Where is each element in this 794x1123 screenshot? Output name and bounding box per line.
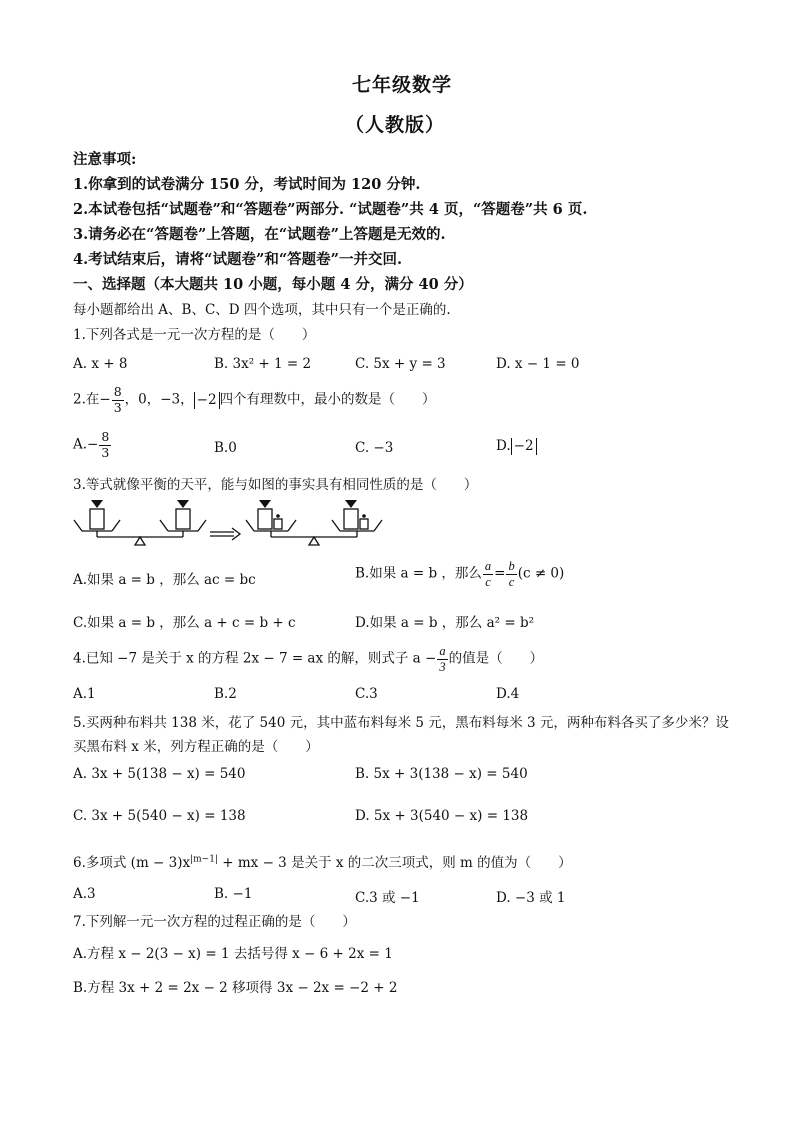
question-7-option-a: A.方程 x − 2(3 − x) = 1 去括号得 x − 6 + 2x = 1 bbox=[73, 946, 393, 962]
question-6-option-b: B. −1 bbox=[214, 886, 253, 902]
question-3-option-a: A.如果 a = b ，那么 ac = bc bbox=[73, 572, 256, 588]
note-item: 4.考试结束后，请将“试题卷”和“答题卷”一并交回. bbox=[73, 251, 403, 268]
q3-b-num2: b bbox=[508, 559, 515, 573]
question-5-stem-line1: 5.买两种布料共 138 米，花了 540 元，其中蓝布料每米 5 元，黑布料每米 3 元，两种布料各买了多少米？设 bbox=[73, 715, 729, 731]
q2-middle: ，0，−3， bbox=[124, 391, 194, 408]
q2-fraction bbox=[112, 386, 124, 414]
question-2-option-a bbox=[73, 431, 112, 459]
question-1-stem: 1.下列各式是一元一次方程的是（ ） bbox=[73, 327, 316, 343]
question-6-stem bbox=[73, 851, 572, 871]
question-3-option-d: D.如果 a = b ，那么 a² = b² bbox=[355, 615, 535, 631]
q3-b-den2: c bbox=[508, 574, 515, 589]
q2-frac-num: 8 bbox=[113, 384, 122, 399]
question-2-option-d bbox=[496, 438, 537, 455]
question-5-stem-line2: 买黑布料 x 米，列方程正确的是（ ） bbox=[73, 739, 319, 755]
question-2-option-c: C. −3 bbox=[355, 440, 394, 456]
q2-a-sign: − bbox=[87, 436, 99, 453]
question-1-option-a: A. x + 8 bbox=[73, 356, 128, 372]
q2-d-abs: −2 bbox=[511, 438, 537, 455]
question-1-option-b: B. 3x² + 1 = 2 bbox=[214, 356, 312, 372]
balance-scale-figure bbox=[72, 498, 392, 550]
question-4-option-a: A.1 bbox=[73, 686, 96, 702]
q3-b-frac1 bbox=[483, 560, 493, 588]
q2-a-num: 8 bbox=[101, 429, 110, 444]
question-4-option-d: D.4 bbox=[496, 686, 520, 702]
q4-post: 的值是（ ） bbox=[448, 650, 544, 667]
question-5-option-c: C. 3x + 5(540 − x) = 138 bbox=[73, 808, 246, 824]
q2-a-fraction bbox=[99, 431, 111, 459]
section-heading: 一、选择题（本大题共 10 小题，每小题 4 分，满分 40 分） bbox=[73, 276, 473, 293]
q2-suffix: 四个有理数中，最小的数是（ ） bbox=[219, 391, 436, 408]
q2-frac-den: 3 bbox=[113, 399, 122, 415]
page-subtitle: （人教版） bbox=[345, 114, 446, 136]
q4-frac-den: 3 bbox=[439, 659, 446, 674]
question-6-option-d: D. −3 或 1 bbox=[496, 890, 566, 906]
note-item: 2.本试卷包括“试题卷”和“答题卷”两部分. “试题卷”共 4 页，“答题卷”共 6 页. bbox=[73, 201, 588, 218]
q2-a-den: 3 bbox=[101, 444, 110, 460]
question-1-option-d: D. x − 1 = 0 bbox=[496, 356, 580, 372]
q6-pre: 6.多项式 (m − 3)x bbox=[73, 855, 191, 871]
q3-b-pre: B.如果 a = b ，那么 bbox=[355, 565, 482, 582]
question-4-option-c: C.3 bbox=[355, 686, 378, 702]
question-7-option-b: B.方程 3x + 2 = 2x − 2 移项得 3x − 2x = −2 + 2 bbox=[73, 980, 398, 996]
question-4-option-b: B.2 bbox=[214, 686, 237, 702]
question-2-stem bbox=[73, 386, 436, 414]
question-3-option-b bbox=[355, 560, 564, 588]
question-6-option-a: A.3 bbox=[73, 886, 96, 902]
q3-b-cond: (c ≠ 0) bbox=[517, 565, 565, 582]
notes-heading: 注意事项: bbox=[73, 151, 137, 168]
q3-b-num1: a bbox=[484, 559, 492, 573]
question-7-stem: 7.下列解一元一次方程的过程正确的是（ ） bbox=[73, 914, 356, 930]
section-instruction: 每小题都给出 A、B、C、D 四个选项，其中只有一个是正确的. bbox=[73, 302, 451, 318]
question-3-option-c: C.如果 a = b ，那么 a + c = b + c bbox=[73, 615, 296, 631]
q3-b-den1: c bbox=[485, 574, 491, 589]
question-4-stem bbox=[73, 645, 543, 673]
q4-fraction bbox=[437, 645, 447, 673]
q3-b-eq: = bbox=[494, 565, 506, 582]
question-5-option-b: B. 5x + 3(138 − x) = 540 bbox=[355, 766, 528, 782]
question-6-option-c: C.3 或 −1 bbox=[355, 890, 420, 906]
q2-sign: − bbox=[99, 391, 111, 408]
q2-prefix: 2.在 bbox=[73, 391, 100, 408]
q4-pre: 4.已知 −7 是关于 x 的方程 2x − 7 = ax 的解，则式子 a − bbox=[73, 650, 437, 667]
q6-exponent: |m−1| bbox=[190, 854, 218, 865]
note-item: 3.请务必在“答题卷”上答题，在“试题卷”上答题是无效的. bbox=[73, 226, 446, 243]
note-item: 1.你拿到的试卷满分 150 分，考试时间为 120 分钟. bbox=[73, 176, 421, 193]
question-5-option-d: D. 5x + 3(540 − x) = 138 bbox=[355, 808, 529, 824]
q4-frac-num: a bbox=[439, 644, 446, 658]
question-1-option-c: C. 5x + y = 3 bbox=[355, 356, 446, 372]
q6-post: + mx − 3 是关于 x 的二次三项式，则 m 的值为（ ） bbox=[217, 855, 572, 871]
page-title: 七年级数学 bbox=[352, 74, 453, 96]
q2-d-label: D. bbox=[496, 438, 511, 454]
question-2-option-b: B.0 bbox=[214, 440, 237, 456]
question-3-stem: 3.等式就像平衡的天平，能与如图的事实具有相同性质的是（ ） bbox=[73, 477, 478, 493]
q2-abs-value: −2 bbox=[194, 392, 220, 409]
q3-b-frac2 bbox=[506, 560, 516, 588]
q2-a-label: A. bbox=[73, 436, 88, 453]
question-5-option-a: A. 3x + 5(138 − x) = 540 bbox=[73, 766, 246, 782]
